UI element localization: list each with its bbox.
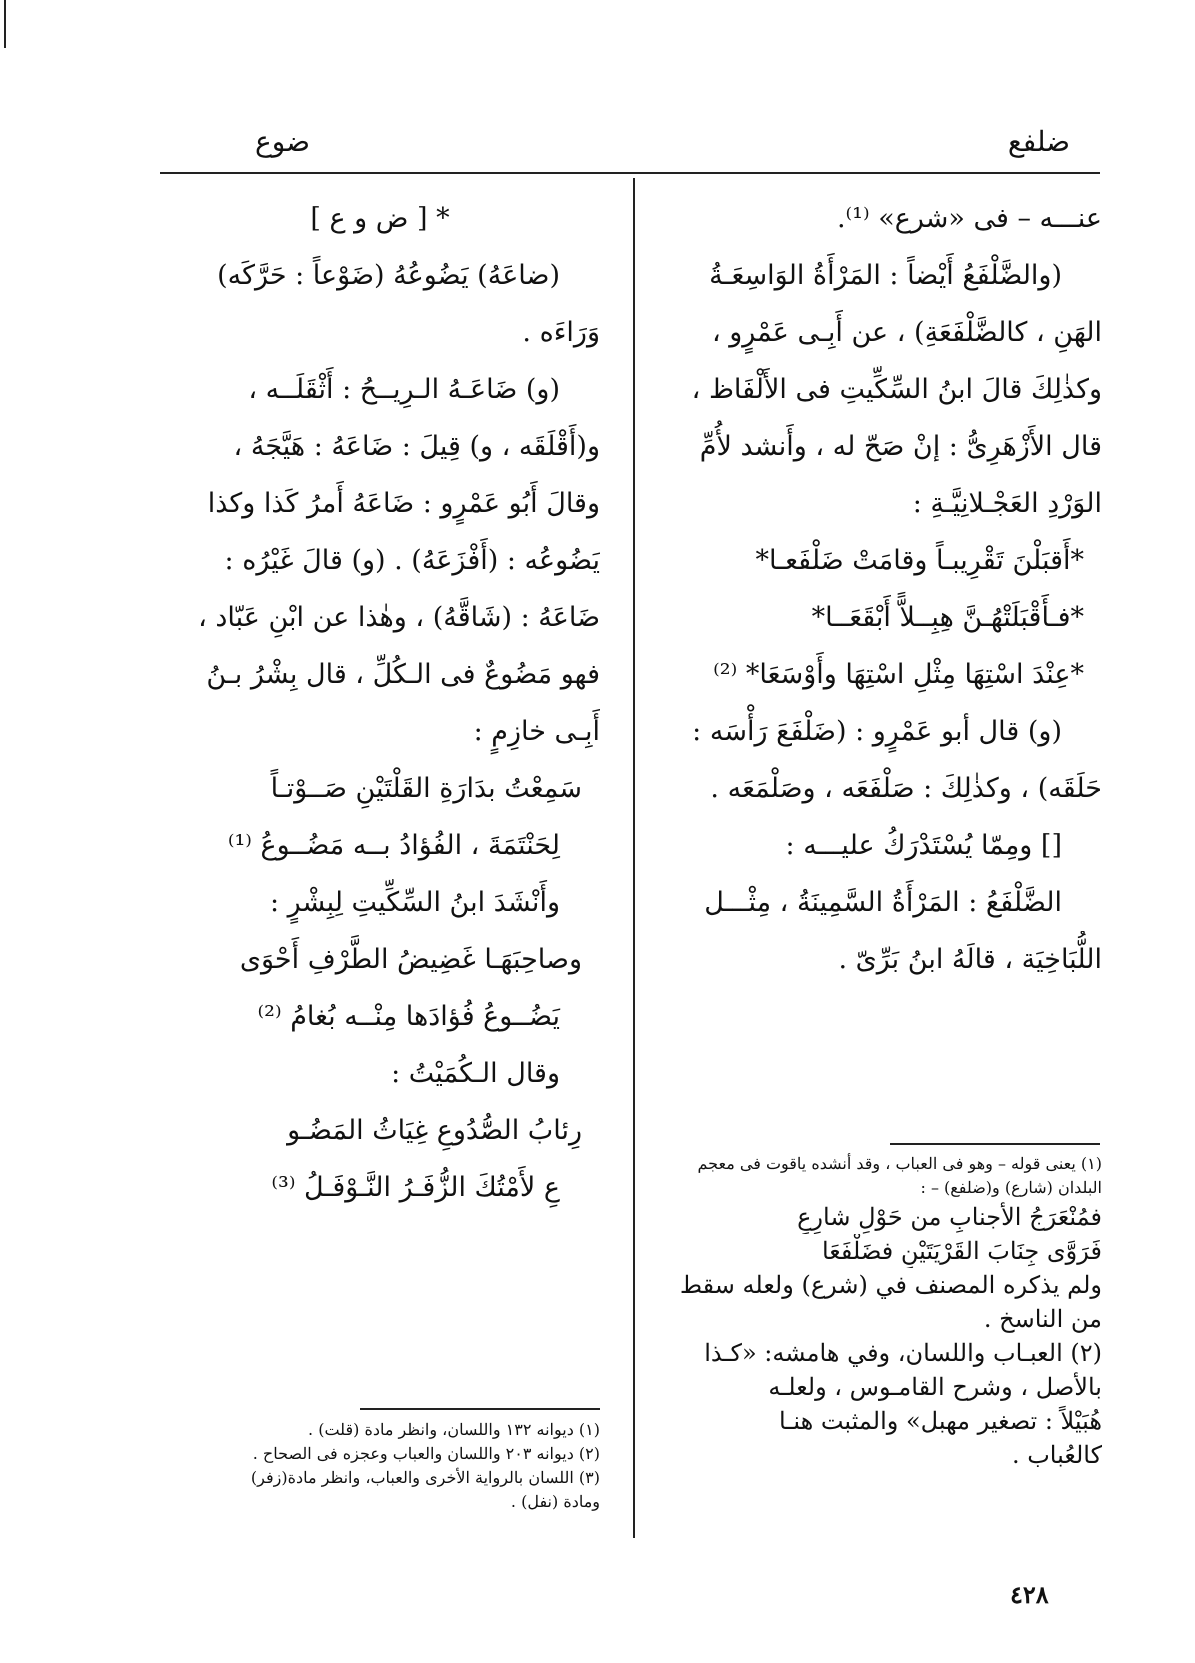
text-line: ضَاعَهُ : (شَاقَّهُ) ، وهٰذا عن ابْنِ عَبّاد ، (198, 602, 600, 633)
left-footnotes (160, 1418, 600, 1514)
page-number: ٤٢٨ (1010, 1580, 1049, 1609)
footnote-rule-right (890, 1143, 1100, 1145)
text-line: و(أَقْلَقَه ، و) قِيلَ : ضَاعَهُ : هَيَّجَهُ ، (233, 431, 600, 462)
text-line: وأَنْشَدَ ابنُ السِّكِّيتِ لِبِشْرٍ : (269, 887, 560, 918)
footnote-verse-line: فَرَوَّى جِنَابَ القَرْيَتَيْنِ فضَلْفَعَا (821, 1237, 1102, 1265)
footnote-line: البلدان (شارع) و(ضلفع) – : (920, 1178, 1102, 1197)
text-line: (والضَّلْفَعُ أَيْضاً : المَرْأَةُ الوَاسِعَـةُ (709, 260, 1062, 291)
verse-line: *أَقبَلْنَ تَقْرِيبـاً وقامَتْ ضَلْفَعـا* (755, 545, 1084, 576)
text-line: (ضاعَهُ) يَضُوعُهُ (ضَوْعاً : حَرَّكَه) (217, 260, 560, 291)
footnote-line: (٢) العبـاب واللسان، وفي هامشه: «كـذا (704, 1339, 1102, 1367)
footnote-verse-line: فمُنْعَرَجُ الأجنابِ من حَوْلِ شارِعٍ (797, 1203, 1102, 1231)
text-line: الوَرْدِ العَجْـلانِيَّـةِ : (912, 488, 1102, 519)
text-line: وقالَ أَبُو عَمْرٍو : ضَاعَهُ أَمرُ كَذا وكذا (207, 488, 600, 519)
column-divider (633, 178, 635, 1538)
footnote-line: ولم يذكره المصنف في (شرع) ولعله سقط (679, 1271, 1102, 1299)
text-line: يَضُوعُه : (أَفْزَعَهُ) . (و) قالَ غَيْرُه : (224, 545, 600, 576)
right-footnotes (672, 1152, 1102, 1472)
verse-line: سَمِعْتُ بدَارَةِ القَلْتَيْنِ صَــوْتـاً (270, 773, 582, 804)
text-line: وقال الـكُمَيْتُ : (391, 1058, 560, 1089)
text-line: الضَّلْفَعُ : المَرْأَةُ السَّمِينَةُ ، مِثْـــل (704, 887, 1062, 918)
verse-line: يَضُــوعُ فُؤادَها مِنْــه بُغامُ ⁽²⁾ (257, 1001, 560, 1032)
header-entry-left: ضوع (255, 125, 310, 158)
entry-heading: * [ ض و ع ] (310, 203, 450, 234)
verse-line: *عِنْدَ اسْتِهَا مِثْلِ اسْتِهَا وأَوْسَعَا* ⁽²⁾ (713, 659, 1084, 690)
text-line: (و) قال أبو عَمْرٍو : (ضَلْفَعَ رَأْسَه : (692, 716, 1062, 747)
text-line: عنـــه – فى «شرع» ⁽¹⁾. (836, 203, 1102, 234)
text-line: (و) ضَاعَـهُ الـرِيــحُ : أَثْقَلَــه ، (248, 374, 560, 405)
left-column (160, 190, 600, 1216)
text-line: قال الأَزْهَرِىُّ : إنْ صَحّ له ، وأَنشد لأُمِّ (699, 431, 1102, 462)
text-line: حَلَقَه) ، وكذٰلِكَ : صَلْفَعَه ، وصَلْمَعَه . (710, 773, 1102, 804)
footnote-line: ومادة (نفل) . (510, 1492, 600, 1511)
footnote-line: (١) ديوانه ١٣٢ واللسان، وانظر مادة (قلت) . (308, 1420, 600, 1439)
header-entry-right: ضلفع (1007, 125, 1070, 158)
footnote-line: هُبَيْلاً : تصغير مهبل» والمثبت هنـا (778, 1407, 1102, 1435)
text-line: فهو مَضُوعٌ فى الـكُلِّ ، قال بِشْرُ بـنُ (206, 659, 600, 690)
footnote-line: بالأصل ، وشرح القامـوس ، ولعلـه (768, 1373, 1102, 1401)
verse-line: لِحَنْتَمَةَ ، الفُؤادُ بــه مَضُــوعُ ⁽¹⁾ (227, 830, 560, 861)
verse-line: *فـأَقْبَلَتْهُـنَّ هِبِــلاًّ أَبْقَعَــا* (811, 602, 1084, 633)
footnote-line: (٢) ديوانه ٢٠٣ واللسان والعباب وعجزه فى الصحاح . (252, 1444, 600, 1463)
verse-line: وصاحِبَهَـا غَضِيضُ الطَّرْفِ أَحْوَى (239, 944, 582, 975)
right-column (672, 190, 1102, 988)
footnote-rule-left (360, 1408, 600, 1410)
verse-line: رِئابُ الصُّدُوعِ غِيَاثُ المَضُـو (287, 1115, 582, 1146)
text-line: وكذٰلِكَ قالَ ابنُ السِّكِّيتِ فى الأَلْفَاظ ، (691, 374, 1102, 405)
text-line: الهَنِ ، كالضَّلْفَعَةِ) ، عن أَبِـى عَمْرٍو ، (711, 317, 1102, 348)
footnote-line: (٣) اللسان بالرواية الأخرى والعباب، وانظر مادة(زفر) (250, 1468, 600, 1487)
scan-edge-mark (4, 0, 6, 48)
footnote-line: من الناسخ . (983, 1305, 1102, 1333)
verse-line: عِ لأَمْتُكَ الزُّفَـرُ النَّـوْفَـلُ ⁽³⁾ (271, 1172, 560, 1203)
text-line: أَبِـى خازِمٍ : (473, 716, 600, 747)
text-line: وَرَاءَه . (522, 317, 600, 348)
footnote-line: كالعُباب . (1011, 1441, 1102, 1469)
header-rule (160, 172, 1100, 174)
text-line: اللُّبَاخِيَة ، قالَهُ ابنُ بَرِّىّ . (838, 944, 1102, 975)
text-line: [] ومِمّا يُسْتَدْرَكُ عليـــه : (785, 830, 1062, 861)
footnote-line: (١) يعنى قوله – وهو فى العباب ، وقد أنشده ياقوت فى معجم (697, 1154, 1102, 1173)
